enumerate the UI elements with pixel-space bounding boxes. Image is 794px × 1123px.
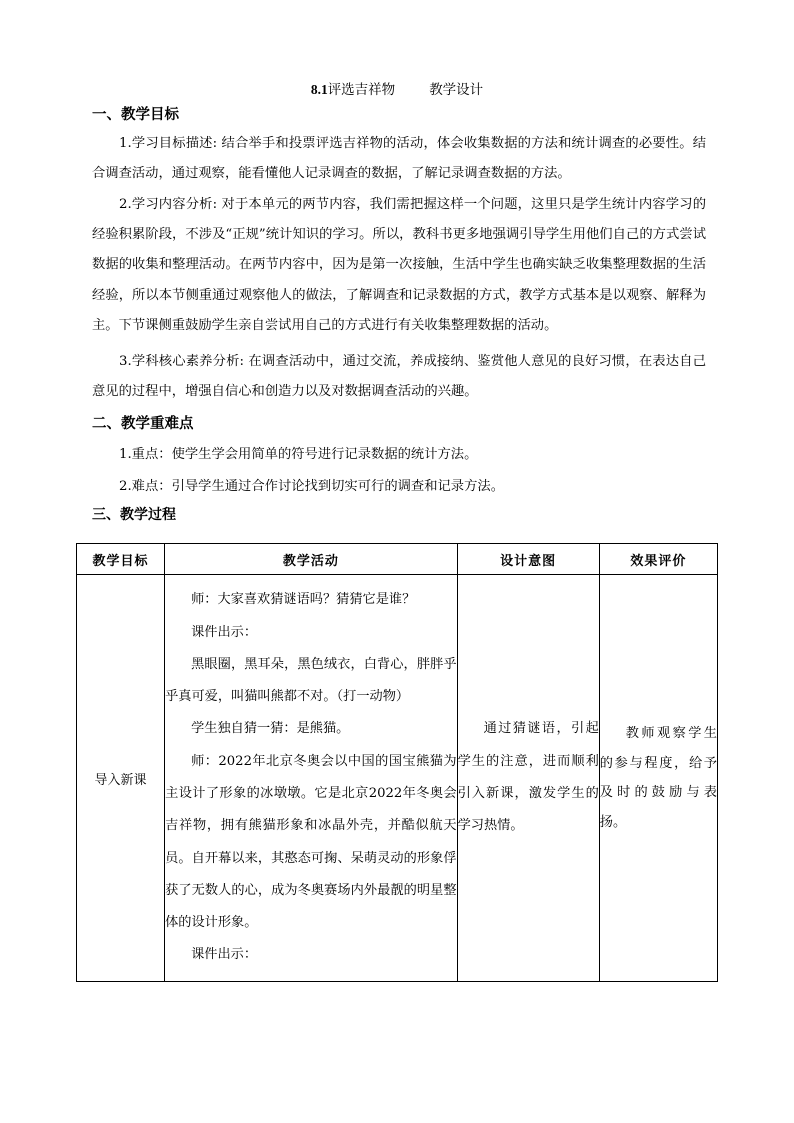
teaching-process-table <box>76 543 718 982</box>
activity-line: 学生独自猜一猜：是熊猫。 <box>191 721 350 737</box>
activity-line: 师：大家喜欢猜谜语吗？猜猜它是谁？ <box>191 592 416 608</box>
intent-text: 通过猜谜语，引起学生的注意，进而顺利引入新课，激发学生的学习热情。 <box>457 721 599 834</box>
activity-line: 课件出示： <box>191 947 258 963</box>
section-heading-key-points: 二、教学重难点 <box>92 415 194 432</box>
activity-line: 课件出示： <box>191 624 258 640</box>
header-activity: 教学活动 <box>165 544 457 575</box>
section-heading-process: 三、教学过程 <box>92 507 176 523</box>
key-point-paragraph: 1.重点：使学生学会用简单的符号进行记录数据的统计方法。 <box>119 447 478 462</box>
cell-activity <box>165 575 457 982</box>
table-header-row <box>77 544 718 575</box>
cell-goal: 导入新课 <box>77 575 165 982</box>
section-heading-objectives: 一、教学目标 <box>92 106 179 123</box>
objective-paragraph-1: 1.学习目标描述: 结合举手和投票评选吉祥物的活动，体会收集数据的方法和统计调查的必要性。结合调查活动，通过观察，能看懂他人记录调查的数据，了解记录调查数据的方法。 <box>92 136 706 182</box>
objective-paragraph-2: 2.学习内容分析: 对于本单元的两节内容，我们需把握这样一个问题，这里只是学生统计内容学习的经验积累阶段，不涉及“正规”统计知识的学习。所以，教科书更多地强调引导学生用他们自己的方式尝试数据的收集和整理活动。在两节内容中，因为是第一次接触，生活中学生也确实缺乏收集整理数据的生活经验，所以本节侧重通过观察他人的做法，了解调查和记录数据的方式，教学方式基本是以观察、解释为主。下节课侧重鼓励学生亲自尝试用自己的方式进行有关收集整理数据的活动。 <box>92 197 706 333</box>
title-name: 评选吉祥物 <box>327 82 396 98</box>
cell-evaluation <box>599 575 717 982</box>
header-evaluation: 效果评价 <box>599 544 717 575</box>
document-title <box>0 78 794 98</box>
title-suffix: 教学设计 <box>429 82 484 98</box>
activity-line: 师：2022年北京冬奥会以中国的国宝熊猫为主设计了形象的冰墩墩。它是北京2022年冬奥会吉祥物，拥有熊猫形象和冰晶外壳，并酷似航天员。自开幕以来，其憨态可掬、呆萌灵动的形象俘获了无数人的心，成为冬奥赛场内外最靓的明星整体的设计形象。 <box>165 753 457 931</box>
cell-intent <box>457 575 599 982</box>
activity-line: 黑眼圈，黑耳朵，黑色绒衣，白背心，胖胖乎乎真可爱，叫猫叫熊都不对。（打一动物） <box>165 656 457 705</box>
difficulty-paragraph: 2.难点：引导学生通过合作讨论找到切实可行的调查和记录方法。 <box>119 479 504 494</box>
header-goal: 教学目标 <box>77 544 165 575</box>
table-row <box>77 575 718 982</box>
evaluation-text: 教师观察学生的参与程度，给予及时的鼓励与表扬。 <box>599 726 717 830</box>
header-intent: 设计意图 <box>457 544 599 575</box>
objective-paragraph-3: 3.学科核心素养分析: 在调查活动中，通过交流，养成接纳、鉴赏他人意见的良好习惯，在表达自己意见的过程中，增强自信心和创造力以及对数据调查活动的兴趣。 <box>92 354 706 400</box>
title-number: 8.1 <box>310 82 328 97</box>
